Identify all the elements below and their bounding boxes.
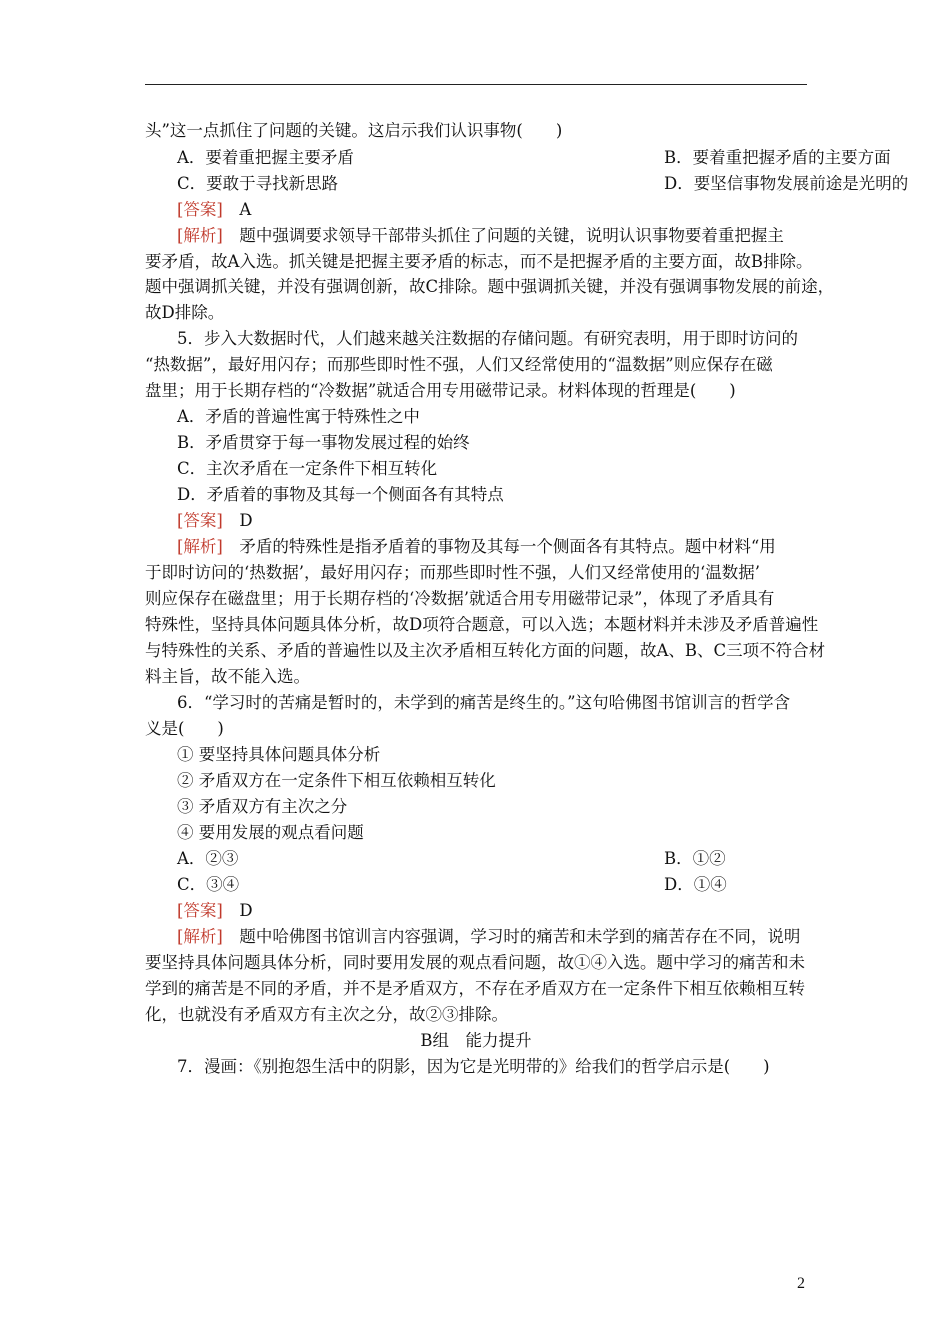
text-line xyxy=(145,586,815,612)
option-left: C．③④ xyxy=(177,875,240,894)
option-left: A．②③ xyxy=(177,849,239,868)
text-line xyxy=(145,249,815,275)
line-text: 要矛盾，故A入选。抓关键是把握主要矛盾的标志，而不是把握矛盾的主要方面，故B排除。 xyxy=(145,252,813,271)
section-heading xyxy=(145,1028,807,1054)
text-line xyxy=(177,1054,847,1080)
answer-tag: [答案] xyxy=(177,901,223,920)
option-left: A．要着重把握主要矛盾 xyxy=(177,148,354,167)
text-line xyxy=(145,638,826,664)
line-text: B．矛盾贯穿于每一事物发展过程的始终 xyxy=(177,433,470,452)
line-text: ③ 矛盾双方有主次之分 xyxy=(177,797,348,816)
line-text: 题中哈佛图书馆训言内容强调，学习时的痛苦和未学到的痛苦存在不同，说明 xyxy=(222,927,801,946)
text-line xyxy=(177,482,847,508)
line-text: ① 要坚持具体问题具体分析 xyxy=(177,745,381,764)
answer-tag: [答案] xyxy=(177,511,223,530)
option-left: C．要敢于寻找新思路 xyxy=(177,174,339,193)
line-text: C．主次矛盾在一定条件下相互转化 xyxy=(177,459,438,478)
line-text: 则应保存在磁盘里；用于长期存档的‘冷数据’就适合用专用磁带记录”，体现了矛盾具有 xyxy=(145,589,775,608)
line-text: 学到的痛苦是不同的矛盾，并不是矛盾双方，不存在矛盾双方在一定条件下相互依赖相互转 xyxy=(145,979,805,998)
text-line xyxy=(145,716,815,742)
text-line xyxy=(145,274,835,300)
answer-tag: [解析] xyxy=(177,927,223,946)
text-line xyxy=(145,976,815,1002)
text-line xyxy=(177,326,847,352)
text-line xyxy=(145,378,815,404)
line-text: 料主旨，故不能入选。 xyxy=(145,667,310,686)
line-text: B组 能力提升 xyxy=(420,1031,532,1050)
text-line xyxy=(177,171,909,197)
option-right: B．要着重把握矛盾的主要方面 xyxy=(664,148,891,167)
text-line xyxy=(177,742,847,768)
answer-tag: [解析] xyxy=(177,226,223,245)
text-line xyxy=(145,560,815,586)
line-text: 盘里；用于长期存档的“冷数据”就适合用专用磁带记录。材料体现的哲理是( ) xyxy=(145,381,736,400)
text-line xyxy=(177,690,847,716)
line-text: ④ 要用发展的观点看问题 xyxy=(177,823,364,842)
line-text: D xyxy=(222,901,253,920)
header-rule xyxy=(145,84,807,85)
text-line xyxy=(145,300,815,326)
text-line xyxy=(177,430,847,456)
line-text: 于即时访问的‘热数据’，最好用闪存；而那些即时性不强，人们又经常使用的‘温数据’ xyxy=(145,563,760,582)
text-line xyxy=(177,872,847,898)
line-text: A xyxy=(222,200,252,219)
line-text: 特殊性，坚持具体问题具体分析，故D项符合题意，可以入选；本题材料并未涉及矛盾普遍性 xyxy=(145,615,819,634)
answer-tag: [解析] xyxy=(177,537,223,556)
text-line xyxy=(145,950,815,976)
line-text: 5．步入大数据时代，人们越来越关注数据的存储问题。有研究表明，用于即时访问的 xyxy=(177,329,798,348)
line-text: 题中强调要求领导干部带头抓住了问题的关键，说明认识事物要着重把握主 xyxy=(222,226,784,245)
text-line xyxy=(177,404,847,430)
line-text: 化，也就没有矛盾双方有主次之分，故②③排除。 xyxy=(145,1005,508,1024)
line-text: 故D排除。 xyxy=(145,303,225,322)
text-line xyxy=(177,534,847,560)
line-text: 矛盾的特殊性是指矛盾着的事物及其每一个侧面各有其特点。题中材料“用 xyxy=(222,537,776,556)
text-line xyxy=(145,1002,815,1028)
line-text: D．矛盾着的事物及其每一个侧面各有其特点 xyxy=(177,485,504,504)
option-right: D．要坚信事物发展前途是光明的 xyxy=(664,174,909,193)
text-line xyxy=(177,898,847,924)
line-text: 7．漫画：《别抱怨生活中的阴影，因为它是光明带的》给我们的哲学启示是( ) xyxy=(177,1057,770,1076)
line-text: 6．“学习时的苦痛是暂时的，未学到的痛苦是终生的。”这句哈佛图书馆训言的哲学含 xyxy=(177,693,791,712)
line-text: ② 矛盾双方在一定条件下相互依赖相互转化 xyxy=(177,771,496,790)
line-text: 头”这一点抓住了问题的关键。这启示我们认识事物( ) xyxy=(145,121,563,140)
line-text: 义是( ) xyxy=(145,719,224,738)
text-line xyxy=(177,924,847,950)
text-line xyxy=(177,145,891,171)
text-line xyxy=(177,820,847,846)
text-line xyxy=(145,612,819,638)
text-line xyxy=(177,197,847,223)
line-text: D xyxy=(222,511,253,530)
line-text: A．矛盾的普遍性寓于特殊性之中 xyxy=(177,407,420,426)
page-number: 2 xyxy=(797,1275,805,1292)
text-line xyxy=(177,223,847,249)
answer-tag: [答案] xyxy=(177,200,223,219)
text-line xyxy=(145,664,815,690)
text-line xyxy=(177,846,847,872)
line-text: 与特殊性的关系、矛盾的普遍性以及主次矛盾相互转化方面的问题，故A、B、C三项不符合材 xyxy=(145,641,826,660)
text-line xyxy=(145,352,815,378)
text-line xyxy=(177,456,847,482)
text-line xyxy=(177,768,847,794)
option-right: B．①② xyxy=(664,849,726,868)
text-line xyxy=(177,794,847,820)
line-text: 要坚持具体问题具体分析，同时要用发展的观点看问题，故①④入选。题中学习的痛苦和未 xyxy=(145,953,805,972)
text-line xyxy=(177,508,847,534)
text-line xyxy=(145,118,815,144)
line-text: 题中强调抓关键，并没有强调创新，故C排除。题中强调抓关键，并没有强调事物发展的前途， xyxy=(145,277,835,296)
line-text: “热数据”，最好用闪存；而那些即时性不强，人们又经常使用的“温数据”则应保存在磁 xyxy=(145,355,773,374)
option-right: D．①④ xyxy=(664,875,727,894)
